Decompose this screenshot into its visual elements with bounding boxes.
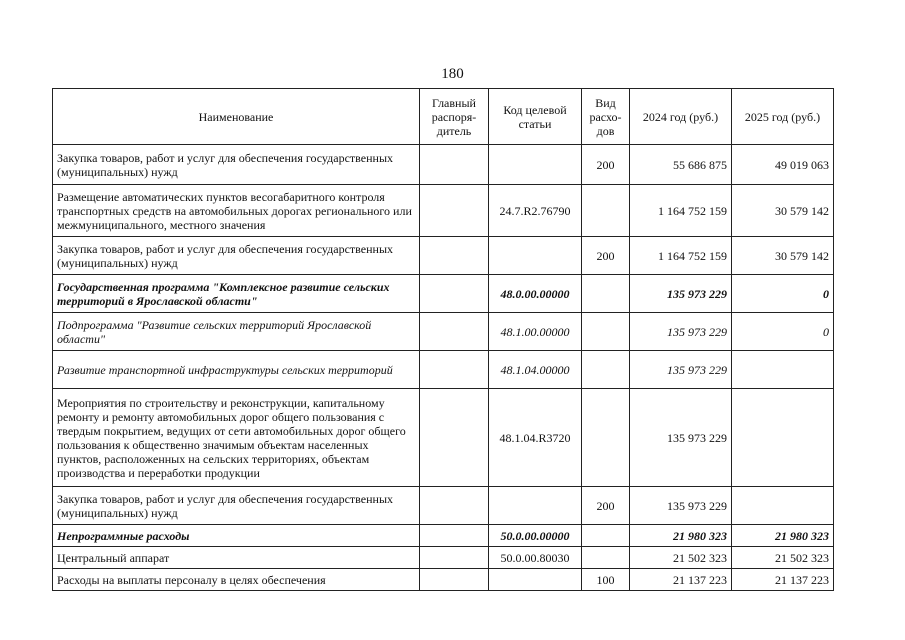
- row-code: [489, 569, 582, 591]
- row-2024: 21 502 323: [630, 547, 732, 569]
- table-row: [53, 185, 834, 237]
- table-row: [53, 313, 834, 351]
- table-row: [53, 487, 834, 525]
- table-row: [53, 547, 834, 569]
- row-2024: 135 973 229: [630, 389, 732, 487]
- table-row: [53, 275, 834, 313]
- row-code: 24.7.R2.76790: [489, 185, 582, 237]
- row-admin: [420, 569, 489, 591]
- table-row: [53, 237, 834, 275]
- row-name: Подпрограмма "Развитие сельских территорий Ярославской области": [53, 313, 420, 351]
- row-kind: 200: [582, 237, 630, 275]
- row-kind: 200: [582, 145, 630, 185]
- row-name: Государственная программа "Комплексное развитие сельских территорий в Ярославской области": [53, 275, 420, 313]
- row-2024: 135 973 229: [630, 351, 732, 389]
- table-row: [53, 569, 834, 591]
- row-code: [489, 237, 582, 275]
- row-name: Закупка товаров, работ и услуг для обеспечения государственных (муниципальных) нужд: [53, 237, 420, 275]
- row-2025: 21 137 223: [732, 569, 834, 591]
- row-admin: [420, 525, 489, 547]
- row-2025: [732, 389, 834, 487]
- header-admin: Главный распоря-дитель: [420, 89, 489, 145]
- header-name: Наименование: [53, 89, 420, 145]
- row-admin: [420, 185, 489, 237]
- row-2025: 0: [732, 275, 834, 313]
- row-2025: 0: [732, 313, 834, 351]
- row-kind: [582, 185, 630, 237]
- row-kind: [582, 351, 630, 389]
- row-2024: 21 137 223: [630, 569, 732, 591]
- row-admin: [420, 389, 489, 487]
- table-header-row: [53, 89, 834, 145]
- header-2024: 2024 год (руб.): [630, 89, 732, 145]
- row-admin: [420, 275, 489, 313]
- row-admin: [420, 351, 489, 389]
- row-code: [489, 145, 582, 185]
- row-2025: 30 579 142: [732, 185, 834, 237]
- table-row: [53, 389, 834, 487]
- row-name: Закупка товаров, работ и услуг для обеспечения государственных (муниципальных) нужд: [53, 145, 420, 185]
- header-code: Код целевой статьи: [489, 89, 582, 145]
- row-name: Закупка товаров, работ и услуг для обеспечения государственных (муниципальных) нужд: [53, 487, 420, 525]
- row-code: 48.1.04.R3720: [489, 389, 582, 487]
- row-code: 48.0.00.00000: [489, 275, 582, 313]
- row-name: Размещение автоматических пунктов весогабаритного контроля транспортных средств на автомобильных дорогах регионального или межмуниципального, местного значения: [53, 185, 420, 237]
- row-2025: [732, 351, 834, 389]
- row-kind: [582, 525, 630, 547]
- row-name: Расходы на выплаты персоналу в целях обеспечения: [53, 569, 420, 591]
- row-2024: 1 164 752 159: [630, 237, 732, 275]
- row-kind: 200: [582, 487, 630, 525]
- row-code: 50.0.00.80030: [489, 547, 582, 569]
- row-name: Мероприятия по строительству и реконструкции, капитальному ремонту и ремонту автомобильных дорог общего пользования с твердым покрытием, ведущих от сети автомобильных дорог общего пользования к общественно значимым объектам населенных пунктов, расположенных на сельских территориях, объектам производства и переработки продукции: [53, 389, 420, 487]
- row-2024: 21 980 323: [630, 525, 732, 547]
- row-2024: 1 164 752 159: [630, 185, 732, 237]
- row-kind: [582, 275, 630, 313]
- row-kind: [582, 313, 630, 351]
- header-2025: 2025 год (руб.): [732, 89, 834, 145]
- row-2025: 30 579 142: [732, 237, 834, 275]
- row-2025: 21 980 323: [732, 525, 834, 547]
- table-row: [53, 351, 834, 389]
- row-admin: [420, 487, 489, 525]
- row-2025: 49 019 063: [732, 145, 834, 185]
- row-name: Центральный аппарат: [53, 547, 420, 569]
- table-row: [53, 145, 834, 185]
- row-code: 48.1.00.00000: [489, 313, 582, 351]
- row-admin: [420, 547, 489, 569]
- row-2024: 135 973 229: [630, 313, 732, 351]
- row-2024: 55 686 875: [630, 145, 732, 185]
- row-kind: [582, 547, 630, 569]
- row-admin: [420, 313, 489, 351]
- row-2025: 21 502 323: [732, 547, 834, 569]
- row-name: Развитие транспортной инфраструктуры сельских территорий: [53, 351, 420, 389]
- row-admin: [420, 145, 489, 185]
- row-name: Непрограммные расходы: [53, 525, 420, 547]
- header-kind: Вид расхо-дов: [582, 89, 630, 145]
- row-kind: 100: [582, 569, 630, 591]
- row-code: [489, 487, 582, 525]
- row-code: 50.0.00.00000: [489, 525, 582, 547]
- row-2024: 135 973 229: [630, 275, 732, 313]
- row-2024: 135 973 229: [630, 487, 732, 525]
- row-admin: [420, 237, 489, 275]
- row-code: 48.1.04.00000: [489, 351, 582, 389]
- row-2025: [732, 487, 834, 525]
- row-kind: [582, 389, 630, 487]
- budget-table: [52, 88, 834, 591]
- page-number: 180: [441, 66, 464, 82]
- table-row: [53, 525, 834, 547]
